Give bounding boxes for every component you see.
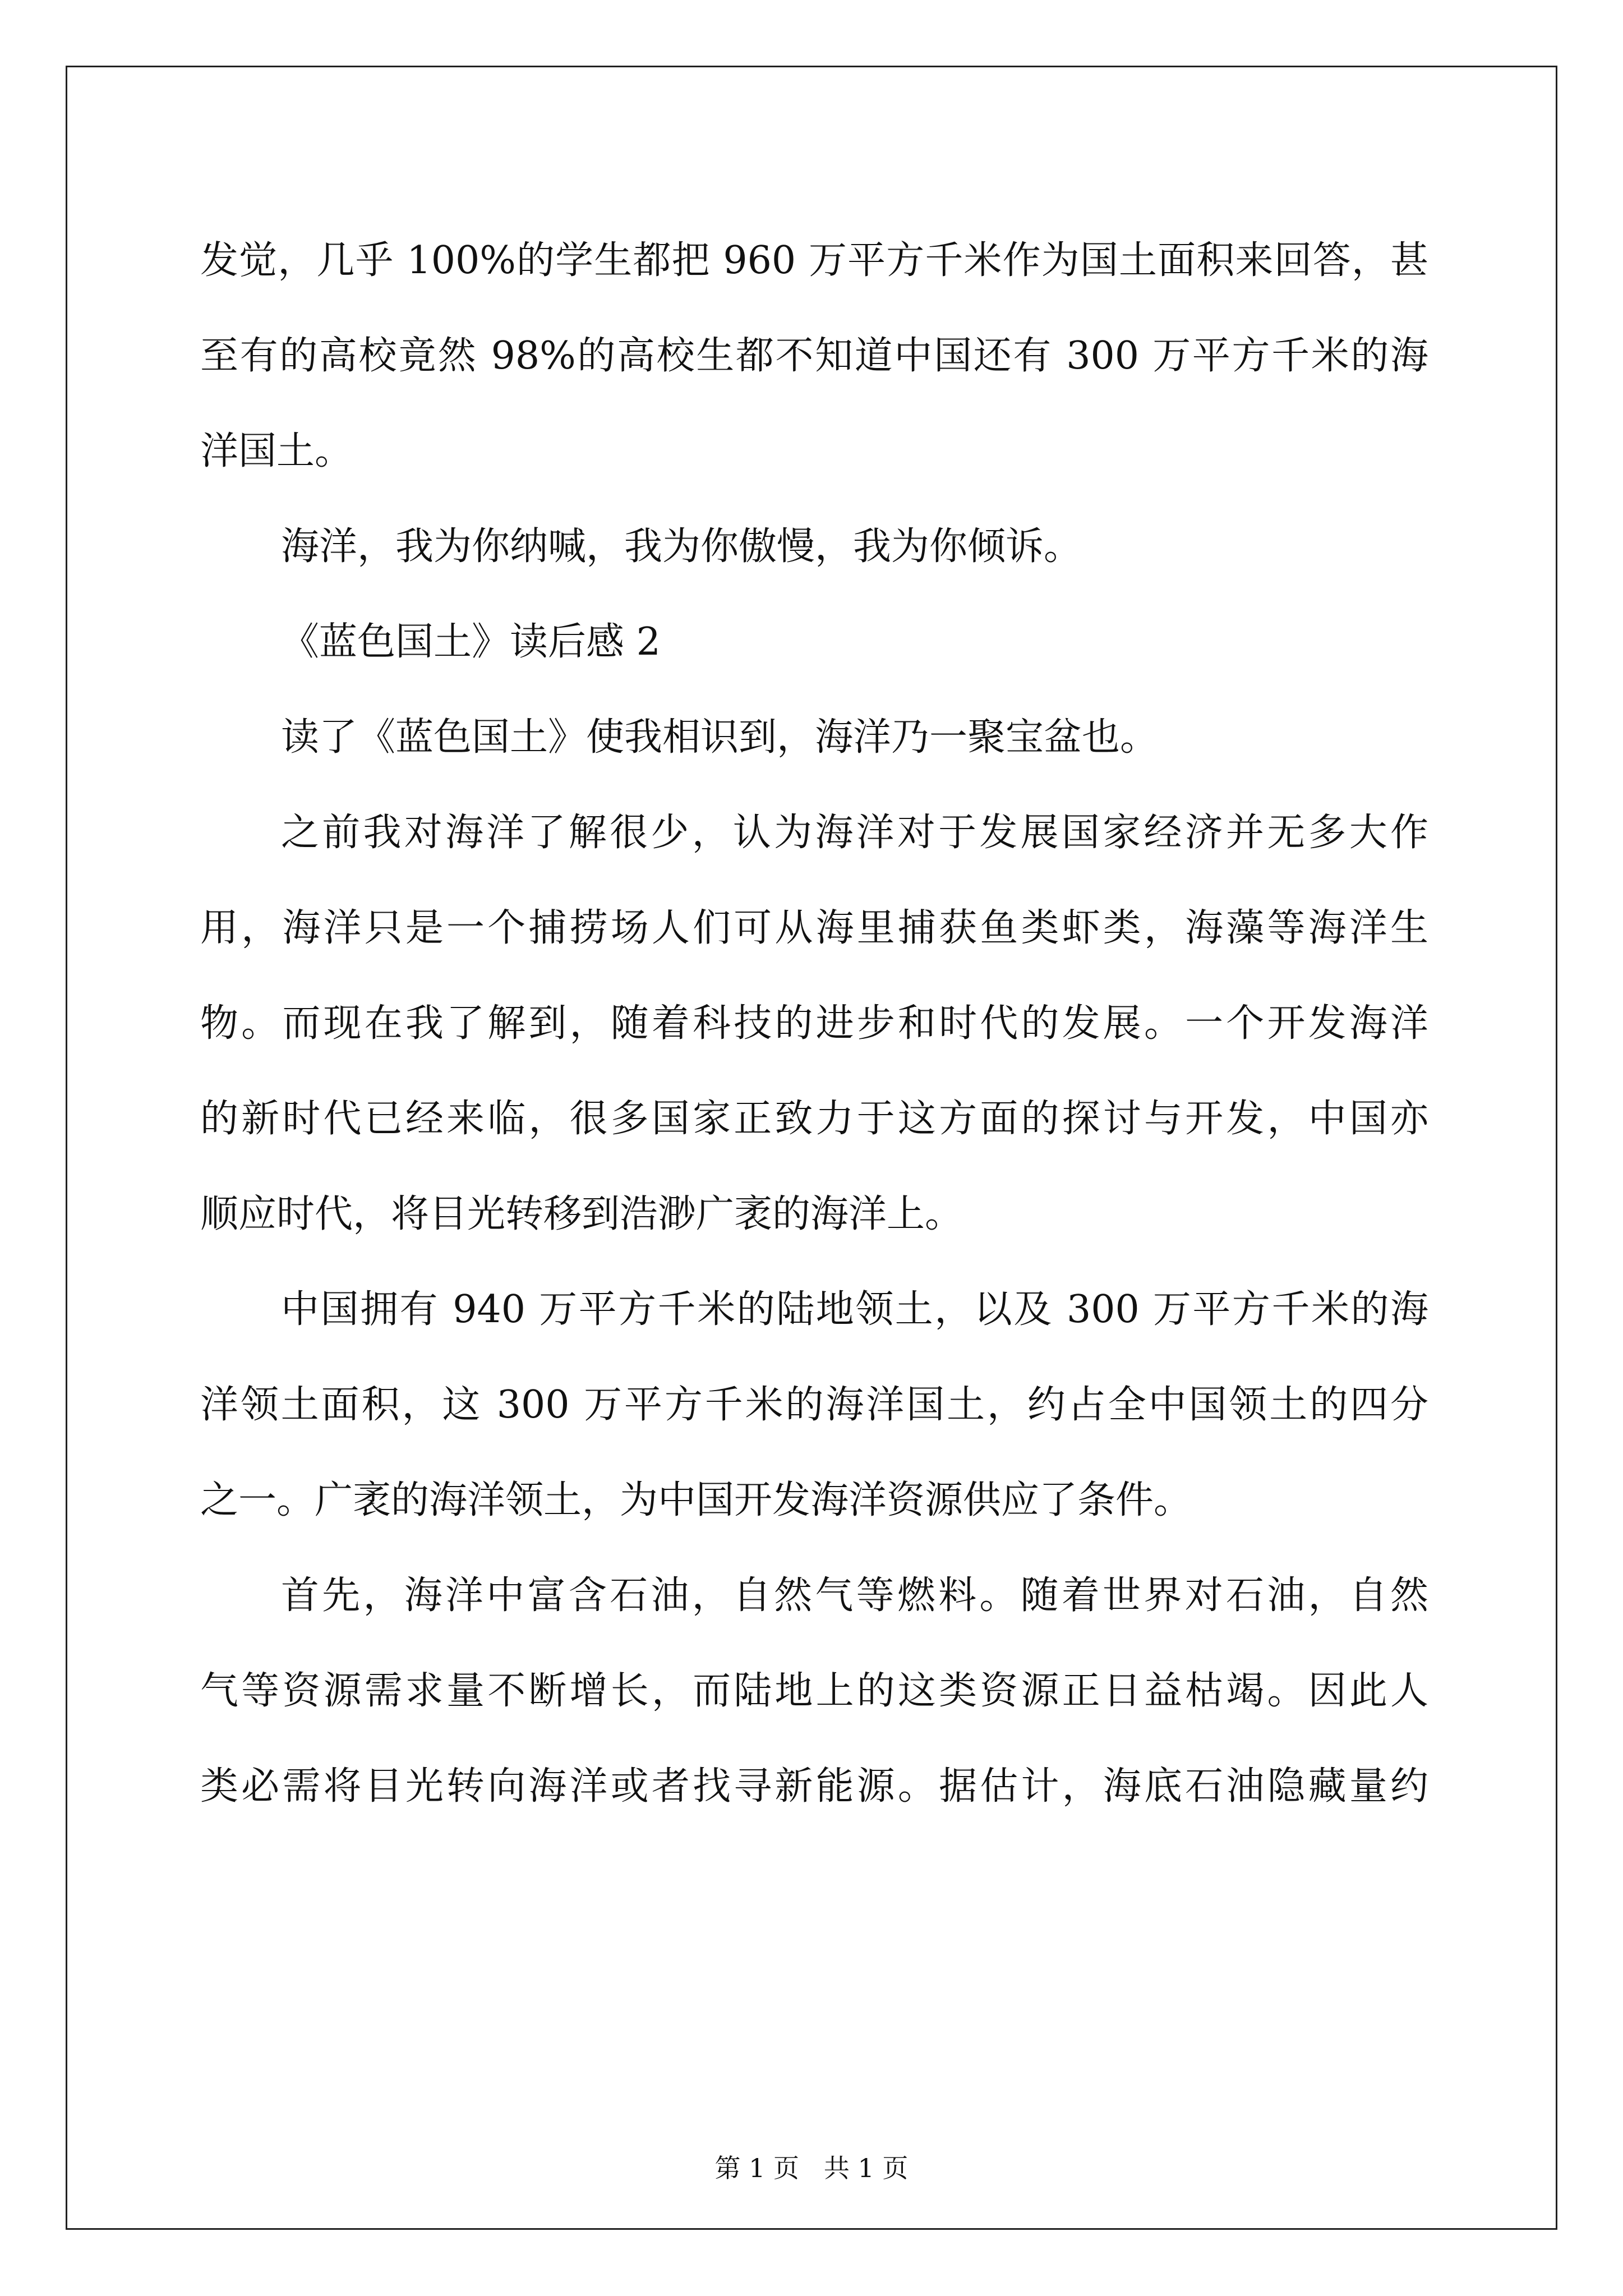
text-line: 中国拥有 940 万平方千米的陆地领土，以及 300 万平方千米的海: [281, 1287, 1428, 1332]
text-line: 之前我对海洋了解很少，认为海洋对于发展国家经济并无多大作: [281, 811, 1428, 855]
text-line: 顺应时代，将目光转移到浩渺广袤的海洋上。: [200, 1192, 963, 1236]
page-footer: 第 1 页 共 1 页: [714, 2153, 909, 2183]
text-line: 用，海洋只是一个捕捞场人们可从海里捕获鱼类虾类，海藻等海洋生: [200, 906, 1428, 950]
text-line: 物。而现在我了解到，随着科技的进步和时代的发展。一个开发海洋: [200, 1001, 1428, 1046]
document-body: [200, 213, 1428, 1834]
text-line: 洋领土面积，这 300 万平方千米的海洋国土，约占全中国领土的四分: [200, 1383, 1428, 1427]
text-line: 发觉，几乎 100%的学生都把 960 万平方千米作为国土面积来回答，甚: [200, 238, 1428, 283]
text-line: 读了《蓝色国土》使我相识到，海洋乃一聚宝盆也。: [281, 715, 1159, 760]
text-line: 至有的高校竟然 98%的高校生都不知道中国还有 300 万平方千米的海: [200, 334, 1428, 378]
text-line: 气等资源需求量不断增长，而陆地上的这类资源正日益枯竭。因此人: [200, 1669, 1428, 1713]
text-line: 海洋，我为你纳喊，我为你傲慢，我为你倾诉。: [281, 524, 1082, 569]
text-line: 首先，海洋中富含石油，自然气等燃料。随着世界对石油，自然: [281, 1573, 1428, 1618]
text-line: 类必需将目光转向海洋或者找寻新能源。据估计，海底石油隐藏量约: [200, 1764, 1428, 1809]
section-heading: 《蓝色国土》读后感 2: [281, 620, 661, 664]
text-line: 洋国土。: [200, 429, 353, 473]
text-line: 之一。广袤的海洋领土，为中国开发海洋资源供应了条件。: [200, 1478, 1192, 1522]
text-line: 的新时代已经来临，很多国家正致力于这方面的探讨与开发，中国亦: [200, 1097, 1428, 1141]
